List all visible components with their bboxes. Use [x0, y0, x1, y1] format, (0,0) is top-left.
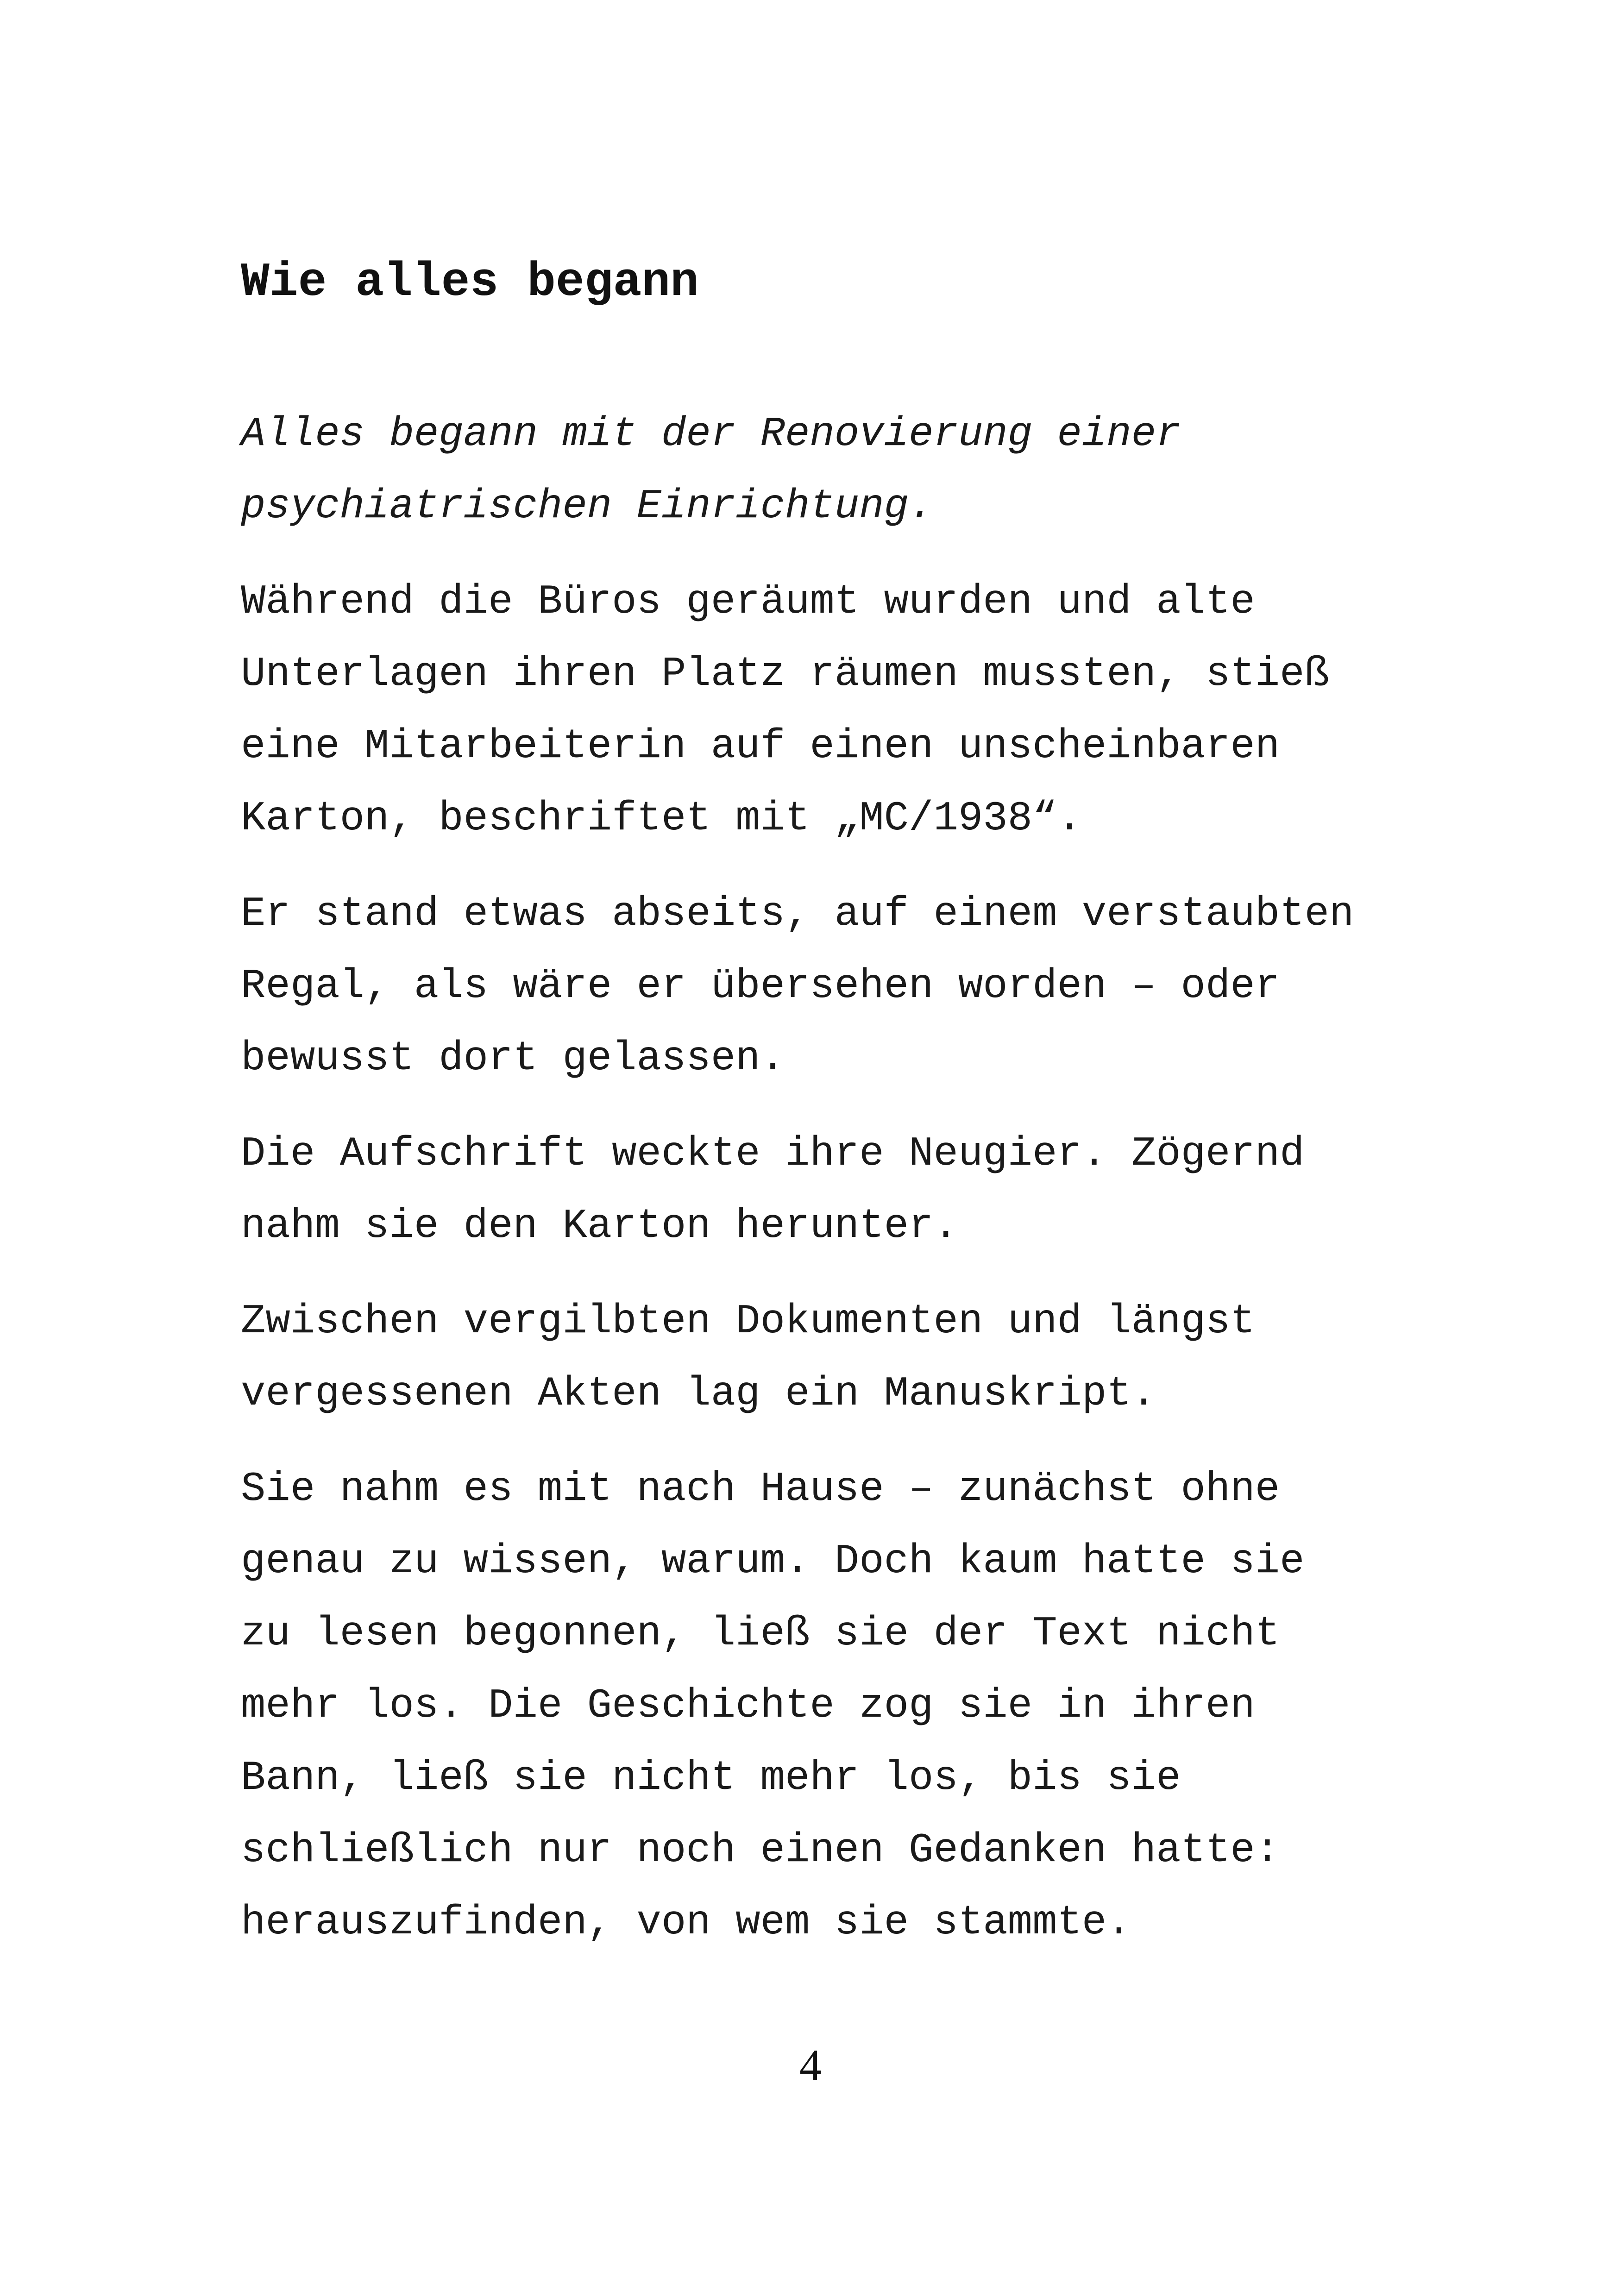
paragraph-line: Sie nahm es mit nach Hause – zunächst ohne — [241, 1466, 1280, 1512]
paragraph-line: Karton, beschriftet mit „MC/1938“. — [241, 795, 1082, 842]
page-number: 4 — [799, 2040, 822, 2090]
paragraph-line: Zwischen vergilbten Dokumenten und längst — [241, 1298, 1255, 1345]
paragraph-line: Alles begann mit der Renovierung einer — [241, 411, 1181, 458]
paragraph-6 — [241, 1453, 1464, 1959]
paragraph-4 — [241, 1118, 1464, 1262]
paragraph-line: Während die Büros geräumt wurden und alte — [241, 578, 1255, 625]
paragraph-line: psychiatrischen Einrichtung. — [241, 483, 934, 530]
paragraph-line: Er stand etwas abseits, auf einem verstaubten — [241, 891, 1354, 937]
paragraph-line: schließlich nur noch einen Gedanken hatte: — [241, 1827, 1280, 1874]
paragraph-line: vergessenen Akten lag ein Manuskript. — [241, 1370, 1156, 1417]
paragraph-line: nahm sie den Karton herunter. — [241, 1203, 958, 1249]
paragraph-line: Bann, ließ sie nicht mehr los, bis sie — [241, 1755, 1181, 1801]
paragraph-line: Die Aufschrift weckte ihre Neugier. Zögernd — [241, 1130, 1305, 1177]
paragraph-line: Unterlagen ihren Platz räumen mussten, stieß — [241, 651, 1329, 697]
paragraph-line: bewusst dort gelassen. — [241, 1035, 785, 1082]
page-content — [241, 250, 1464, 1982]
paragraph-line: genau zu wissen, warum. Doch kaum hatte sie — [241, 1538, 1305, 1585]
paragraph-line: Regal, als wäre er übersehen worden – oder — [241, 963, 1280, 1010]
paragraph-5 — [241, 1286, 1464, 1430]
chapter-heading: Wie alles begann — [241, 255, 699, 309]
paragraph-line: herauszufinden, von wem sie stammte. — [241, 1899, 1131, 1946]
paragraph-line: eine Mitarbeiterin auf einen unscheinbaren — [241, 723, 1280, 770]
paragraph-intro — [241, 398, 1464, 543]
paragraph-line: zu lesen begonnen, ließ sie der Text nicht — [241, 1610, 1280, 1657]
paragraph-2 — [241, 566, 1464, 855]
paragraph-3 — [241, 878, 1464, 1095]
paragraph-line: mehr los. Die Geschichte zog sie in ihren — [241, 1682, 1255, 1729]
